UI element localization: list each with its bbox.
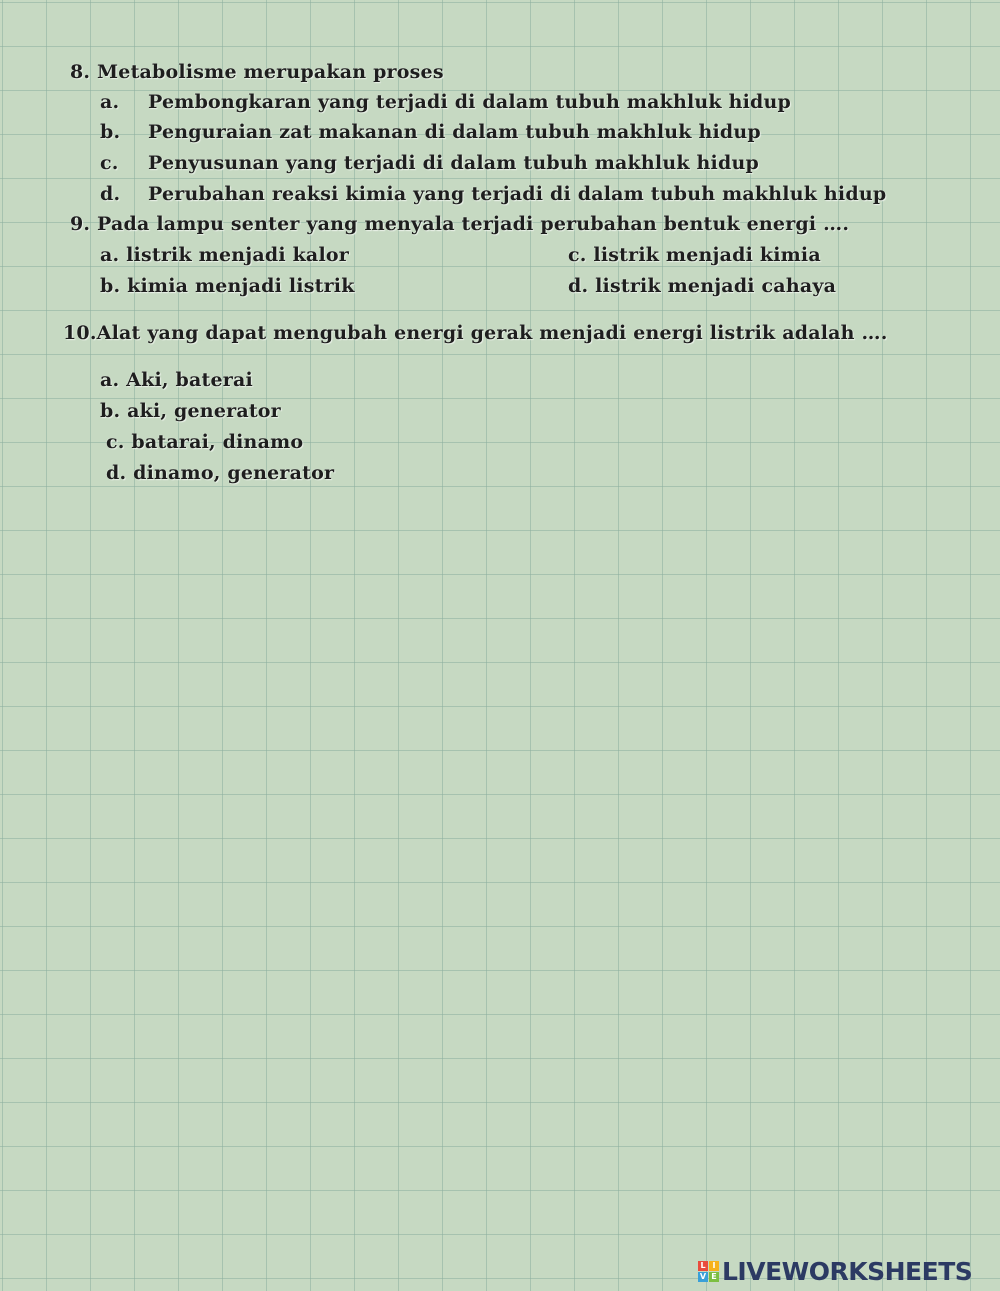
question-8-stem: 8. Metabolisme merupakan proses — [70, 61, 444, 83]
logo-tile-e: E — [709, 1272, 719, 1282]
question-8-option-c[interactable] — [100, 151, 759, 175]
logo-tile-i: I — [709, 1261, 719, 1271]
question-10-option-d[interactable]: d. dinamo, generator — [106, 462, 335, 484]
question-10-option-c[interactable]: c. batarai, dinamo — [106, 431, 304, 453]
logo-tile-v: V — [699, 1271, 707, 1281]
question-9-option-a[interactable]: a. listrik menjadi kalor — [100, 244, 349, 266]
question-10-stem: 10.Alat yang dapat mengubah energi gerak menjadi energi listrik adalah …. — [63, 322, 888, 344]
option-text: Penyusunan yang terjadi di dalam tubuh makhluk hidup — [148, 152, 759, 174]
question-10-option-a[interactable]: a. Aki, baterai — [100, 369, 253, 391]
question-9-stem: 9. Pada lampu senter yang menyala terjadi perubahan bentuk energi …. — [70, 213, 850, 235]
question-9-option-c[interactable]: c. listrik menjadi kimia — [568, 244, 821, 266]
option-letter: d. — [100, 183, 121, 205]
option-text: Pembongkaran yang terjadi di dalam tubuh makhluk hidup — [148, 91, 791, 113]
option-text: Perubahan reaksi kimia yang terjadi di dalam tubuh makhluk hidup — [148, 183, 887, 205]
question-8-option-b[interactable] — [100, 120, 761, 144]
question-9-option-b[interactable]: b. kimia menjadi listrik — [100, 275, 355, 297]
option-text: Penguraian zat makanan di dalam tubuh makhluk hidup — [148, 121, 761, 143]
logo-tile-l: L — [698, 1261, 708, 1271]
option-letter: c. — [100, 152, 119, 174]
liveworksheets-brand — [698, 1257, 972, 1285]
question-8-option-d[interactable] — [100, 182, 886, 206]
question-9-option-d[interactable]: d. listrik menjadi cahaya — [568, 275, 837, 297]
option-letter: a. — [100, 91, 120, 113]
question-8-option-a[interactable] — [100, 90, 791, 114]
question-10-option-b[interactable]: b. aki, generator — [100, 400, 281, 422]
liveworksheets-logo-icon — [698, 1261, 719, 1282]
option-letter: b. — [100, 121, 121, 143]
brand-name: LIVEWORKSHEETS — [722, 1256, 973, 1286]
